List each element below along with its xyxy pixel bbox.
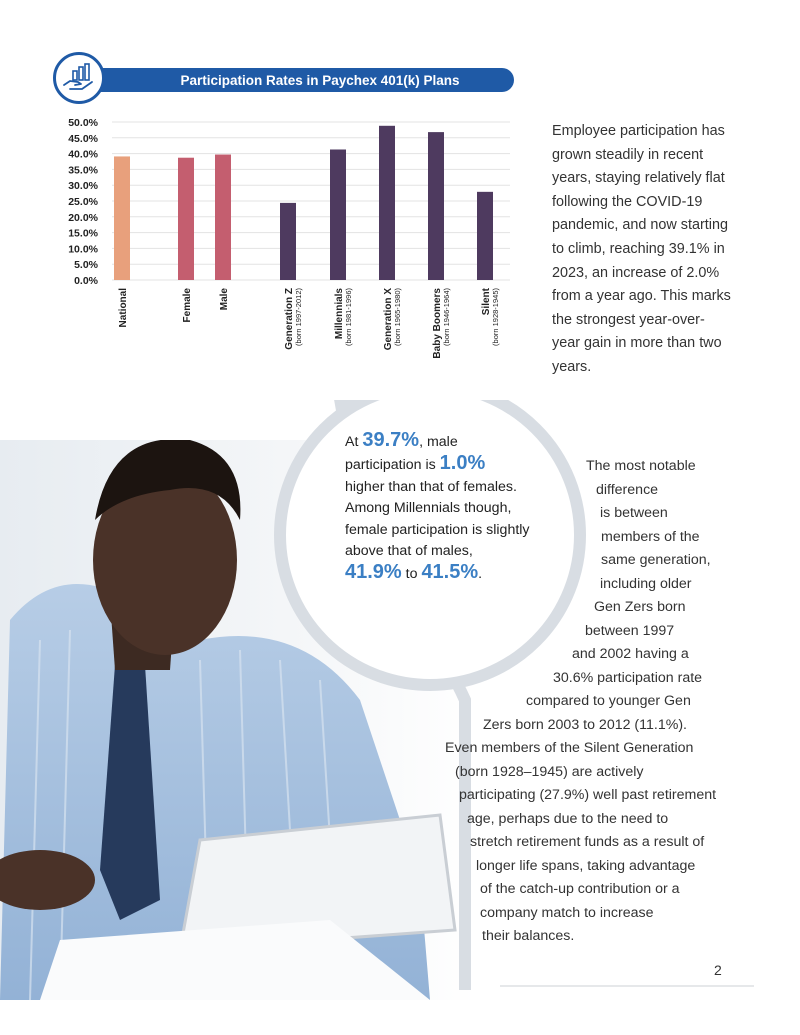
paragraph-line: Even members of the Silent Generation [445,740,694,756]
y-tick-label: 50.0% [68,117,98,129]
y-tick-label: 0.0% [74,275,98,287]
callout-text: to [401,566,422,583]
y-tick-label: 35.0% [68,164,98,177]
x-tick-label [182,288,193,323]
paragraph-line: Zers born 2003 to 2012 (11.1%). [483,716,687,733]
bar-generation-x [379,126,395,280]
y-tick-label: 10.0% [68,243,98,256]
callout-text: . [478,566,483,583]
page-number: 2 [714,962,722,978]
paragraph-line: age, perhaps due to the need to [467,810,669,827]
paragraph-line: The most notable [586,458,696,474]
y-tick-label: 25.0% [68,196,98,208]
y-tick-label: 30.0% [68,180,98,193]
paragraph-line: and 2002 having a [572,646,689,662]
paragraph-line: members of the [601,528,700,545]
paragraph-line: their balances. [482,928,575,944]
x-tick-label-name: Male [219,288,230,311]
x-tick-label [481,287,500,346]
participation-bar-chart [60,112,520,372]
x-tick-label-name: Generation X [383,288,394,351]
x-tick-label-sub: (born 1965-1980) [393,288,402,346]
paragraph-line: company match to increase [480,904,654,921]
paragraph-line: 30.6% participation rate [553,669,703,686]
callout-text: , male [419,434,458,450]
paragraph-line: Gen Zers born [594,599,686,615]
bar-male [215,155,231,280]
x-tick-label [334,288,353,346]
paragraph-line: same generation, [601,552,711,568]
x-tick-label [118,288,129,328]
bar-generation-z [280,203,296,280]
paragraph-line: compared to younger Gen [526,693,691,709]
callout-body: higher than that of females. Among Millennials though, female participation is slightly above that of males, [345,478,530,560]
paragraph-line: participating (27.9%) well past retirement [459,787,717,803]
paragraph-line: including older [600,575,692,592]
x-tick-label [219,288,230,311]
paragraph-line: (born 1928–1945) are actively [455,763,644,780]
paragraph-line: is between [600,505,668,521]
callout-stat-male-rate: 39.7% [362,429,420,451]
paragraph-line: stretch retirement funds as a result of [470,834,705,850]
x-tick-label-name: Silent [481,288,492,316]
x-tick-label [284,288,303,350]
x-tick-label-name: Female [182,288,193,323]
x-tick-label-name: National [118,288,129,328]
page-title: Participation Rates in Paychex 401(k) Plans [180,72,460,88]
bar-baby-boomers [428,132,444,280]
callout-text: At [345,434,363,450]
y-tick-label: 15.0% [68,227,98,240]
callout-text: participation is [345,457,440,474]
bar-female [178,158,194,280]
y-tick-label: 40.0% [68,148,98,161]
x-tick-label-name: Millennials [334,288,345,340]
intro-paragraph: Employee participation has grown steadily in recent years, staying relatively flat following the COVID-19 pandemic, and now starting to climb, reaching 39.1% in 2023, an increase of 2.0% from a year ago. This marks the strongest year-over-year gain in more than two years. [552,123,731,375]
header-icon-badge [53,52,105,104]
x-tick-label-sub: (born 1928-1945) [491,288,500,346]
callout-stat-male-millennials: 41.5% [421,561,479,584]
x-tick-label-name: Baby Boomers [432,288,443,359]
footer-divider [500,985,754,987]
callout-stat-difference: 1.0% [439,452,486,475]
y-tick-label: 20.0% [68,211,98,224]
paragraph-line: between 1997 [585,622,675,639]
paragraph-line: longer life spans, taking advantage [476,857,696,874]
y-tick-label: 5.0% [74,259,98,272]
paragraph-line: difference [596,481,659,498]
x-tick-label [383,288,402,351]
x-tick-label-name: Generation Z [284,288,295,350]
hand-bar-chart-icon [62,63,96,93]
male-participation-callout [345,430,545,586]
bar-silent [477,192,493,280]
bar-national [114,156,130,280]
bar-millennials [330,149,346,280]
paragraph-line: of the catch-up contribution or a [480,881,680,897]
x-tick-label-sub: (born 1981-1996) [344,288,353,346]
callout-stat-female-millennials: 41.9% [345,561,402,584]
x-tick-label-sub: (born 1997-2012) [294,288,303,346]
header-title-bar [88,68,514,92]
x-tick-label [432,288,451,359]
x-tick-label-sub: (born 1946-1964) [442,288,451,346]
y-tick-label: 45.0% [68,132,98,145]
